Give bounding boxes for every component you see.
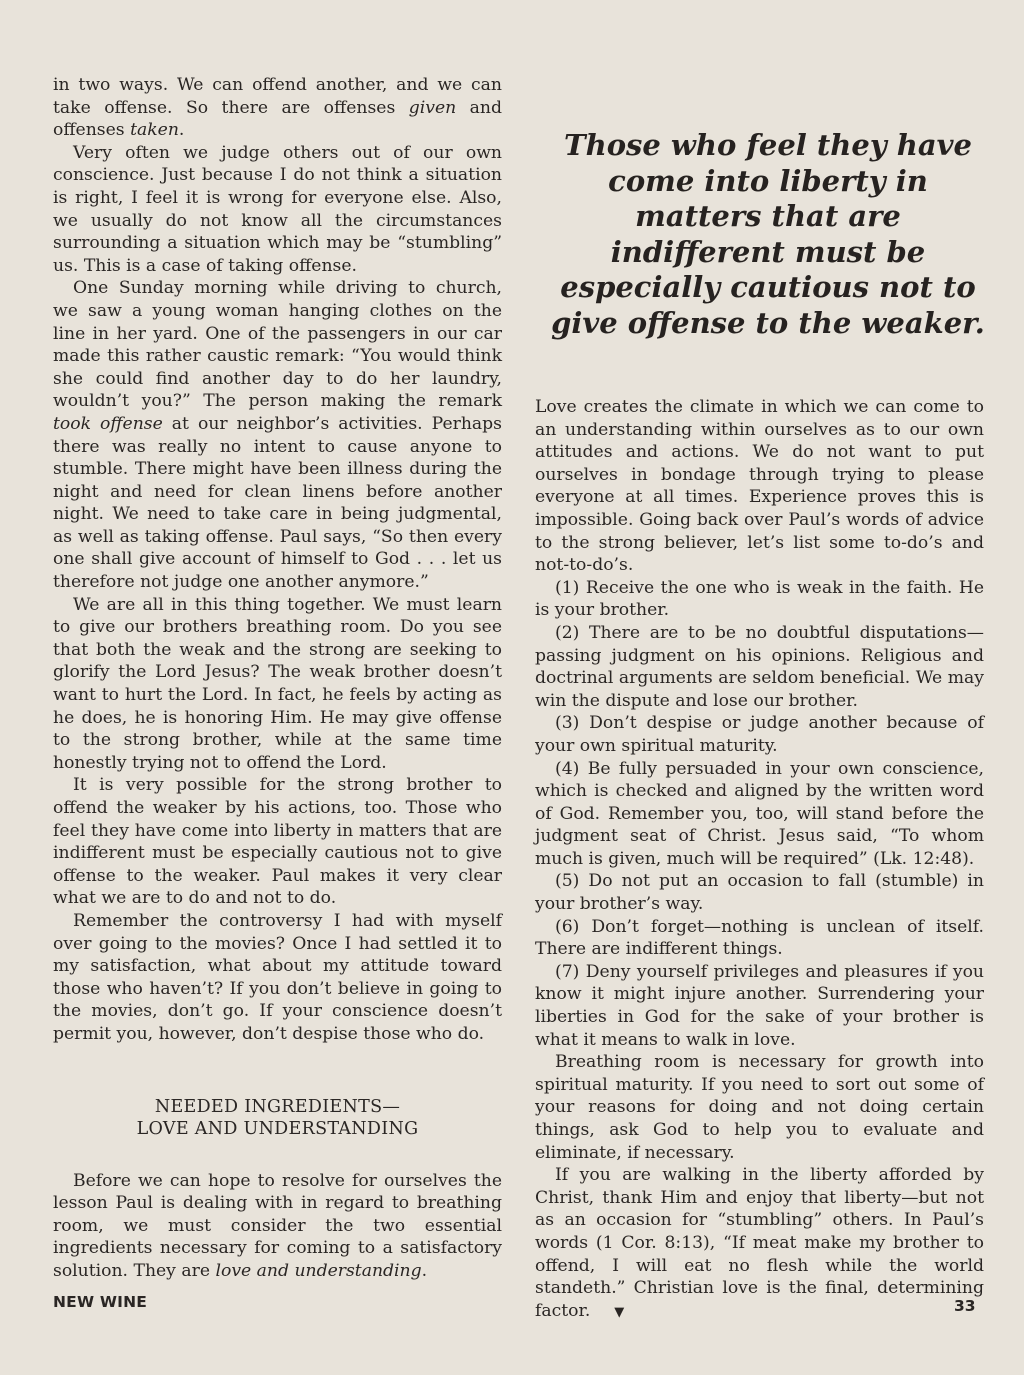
paragraph: Before we can hope to resolve for ourselves the lesson Paul is dealing with in regard to breathing room, we must consider the two essential ingredients necessary for coming to a satisfactory solution. They are love and understanding. — [53, 1170, 502, 1281]
paragraph: Breathing room is necessary for growth into spiritual maturity. If you need to sort out some of your reasons for doing and not doing certain things, ask God to help you to evaluate and eliminate, if necessary. — [535, 1052, 984, 1163]
list-item: (1) Receive the one who is weak in the faith. He is your brother. — [535, 577, 984, 621]
list-item: (2) There are to be no doubtful disputations—passing judgment on his opinions. Religious and doctrinal arguments are seldom beneficial. We may win the dispute and lose our brother. — [535, 622, 984, 711]
section-heading: NEEDED INGREDIENTS— LOVE AND UNDERSTANDING — [136, 1096, 419, 1139]
paragraph: in two ways. We can offend another, and we can take offense. So there are offenses given and offenses taken. — [53, 75, 502, 141]
paragraph: Love creates the climate in which we can come to an understanding within ourselves as to our own attitudes and actions. We do not want to put ourselves in bondage through trying to please everyone at all times. Experience proves this is impossible. Going back over Paul’s words of advice to the strong believer, let’s list some to-do’s and not-to-do’s. — [535, 397, 984, 576]
publication-name: NEW WINE — [53, 1293, 148, 1311]
paragraph: It is very possible for the strong brother to offend the weaker by his actions, too. Those who feel they have come into liberty in matters that are indifferent must be especially cautious not to give offense to the weaker. Paul makes it very clear what we are to do and not to do. — [53, 775, 502, 909]
right-column — [535, 396, 984, 1324]
list-item: (5) Do not put an occasion to fall (stumble) in your brother’s way. — [535, 871, 984, 915]
left-column — [53, 74, 502, 1283]
list-item: (3) Don’t despise or judge another because of your own spiritual maturity. — [535, 713, 984, 756]
paragraph: We are all in this thing together. We must learn to give our brothers breathing room. Do you see that both the weak and the strong are seeking to glorify the Lord Jesus? The weak brother doesn’t want to hurt the Lord. In fact, he feels by acting as he does, he is honoring Him. He may give offense to the strong brother, while at the same time honestly trying not to offend the Lord. — [53, 594, 502, 773]
list-item: (4) Be fully persuaded in your own conscience, which is checked and aligned by the written word of God. Remember you, too, will stand before the judgment seat of Christ. Jesus said, “To whom much is given, much will be required” (Lk. 12:48). — [535, 758, 984, 869]
paragraph: Very often we judge others out of our own conscience. Just because I do not think a situation is right, I feel it is wrong for everyone else. Also, we usually do not know all the circumstances surrounding a situation which may be “stumbling” us. This is a case of taking offense. — [53, 142, 502, 276]
paragraph: If you are walking in the liberty afforded by Christ, thank Him and enjoy that liberty—but not as an occasion for “stumbling” others. In Paul’s words (1 Cor. 8:13), “If meat make my brother to offend, I will eat no flesh while the world standeth.” Christian love is the final, determining factor. ▼ — [535, 1164, 984, 1324]
end-of-article-icon: ▼ — [614, 1304, 625, 1320]
list-item: (6) Don’t forget—nothing is unclean of itself. There are indifferent things. — [535, 916, 984, 960]
paragraph: One Sunday morning while driving to church, we saw a young woman hanging clothes on the line in her yard. One of the passengers in our car made this rather caustic remark: “You would think she could find another day to do her laundry, wouldn’t you?” The person making the remark took offense at our neighbor’s activities. Perhaps there was really no intent to cause anyone to stumble. There might have been illness during the night and need for clean linens before another night. We need to take care in being judgmental, as well as taking offense. Paul says, “So then every one shall give account of himself to God . . . let us therefore not judge one another anymore.” — [53, 278, 502, 593]
list-item: (7) Deny yourself privileges and pleasures if you know it might injure another. Surrendering your liberties in God for the sake of your brother is what it means to walk in love. — [535, 961, 984, 1050]
paragraph: Remember the controversy I had with myself over going to the movies? Once I had settled it to my satisfaction, what about my attitude toward those who haven’t? If you don’t believe in going to the movies, don’t go. If your conscience doesn’t permit you, however, don’t despise those who do. — [53, 910, 502, 1044]
page-number: 33 — [954, 1297, 976, 1315]
pull-quote: Those who feel they have come into liberty in matters that are indifferent must be especially cautious not to give offense to the weaker. — [551, 128, 985, 340]
